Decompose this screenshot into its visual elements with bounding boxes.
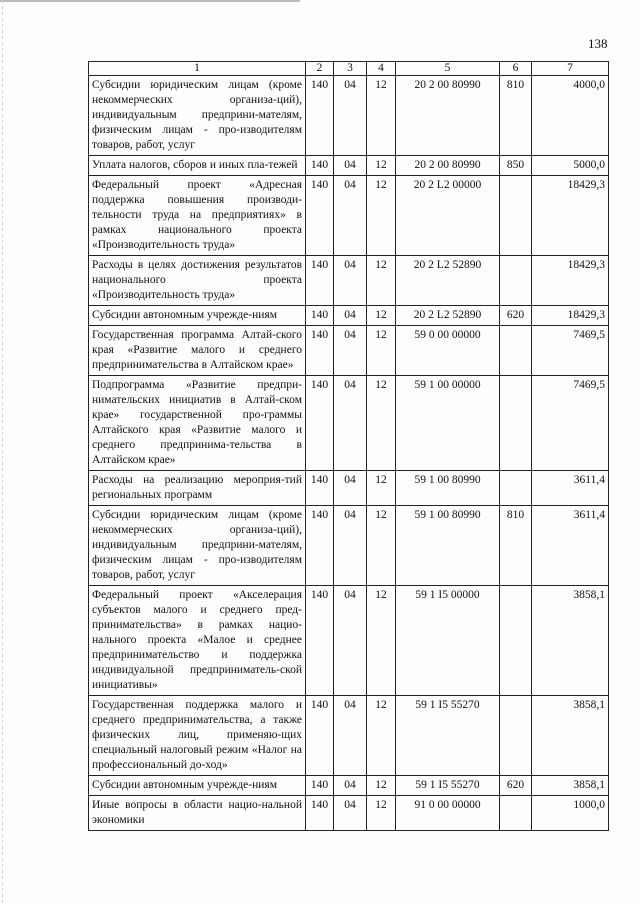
section-code-cell: 04 xyxy=(334,176,367,256)
amount-cell: 3611,4 xyxy=(532,506,609,586)
expense-type-code-cell xyxy=(500,586,532,696)
item-name-cell: Федеральный проект «Адресная поддержка повышения производи-тельности труда на предприятиях» в рамках национального проекта «Производительность труда» xyxy=(89,176,306,256)
section-code-cell: 04 xyxy=(334,376,367,471)
target-article-code-cell: 20 2 L2 52890 xyxy=(396,306,500,326)
ministry-code-cell: 140 xyxy=(306,471,334,506)
expense-type-code-cell xyxy=(500,796,532,831)
section-code-cell: 04 xyxy=(334,796,367,831)
table-row xyxy=(89,376,609,471)
ministry-code-cell: 140 xyxy=(306,326,334,376)
table-row xyxy=(89,696,609,776)
expense-type-code-cell xyxy=(500,376,532,471)
ministry-code-cell: 140 xyxy=(306,506,334,586)
amount-cell: 3858,1 xyxy=(532,776,609,796)
expense-type-code-cell xyxy=(500,176,532,256)
ministry-code-cell: 140 xyxy=(306,376,334,471)
ministry-code-cell: 140 xyxy=(306,76,334,156)
target-article-code-cell: 59 1 00 80990 xyxy=(396,506,500,586)
section-code-cell: 04 xyxy=(334,326,367,376)
column-header: 1 xyxy=(89,62,306,76)
table-row xyxy=(89,176,609,256)
section-code-cell: 04 xyxy=(334,256,367,306)
subsection-code-cell: 12 xyxy=(367,176,396,256)
table-row xyxy=(89,796,609,831)
table-row xyxy=(89,326,609,376)
target-article-code-cell: 59 0 00 00000 xyxy=(396,326,500,376)
subsection-code-cell: 12 xyxy=(367,776,396,796)
item-name-cell: Уплата налогов, сборов и иных пла-тежей xyxy=(89,156,306,176)
section-code-cell: 04 xyxy=(334,306,367,326)
section-code-cell: 04 xyxy=(334,76,367,156)
scan-top-rule xyxy=(0,0,300,2)
expense-type-code-cell: 620 xyxy=(500,776,532,796)
expense-type-code-cell: 810 xyxy=(500,506,532,586)
subsection-code-cell: 12 xyxy=(367,796,396,831)
item-name-cell: Субсидии автономным учрежде-ниям xyxy=(89,306,306,326)
table-row xyxy=(89,76,609,156)
amount-cell: 7469,5 xyxy=(532,326,609,376)
table-row xyxy=(89,776,609,796)
item-name-cell: Субсидии автономным учрежде-ниям xyxy=(89,776,306,796)
ministry-code-cell: 140 xyxy=(306,176,334,256)
expense-type-code-cell xyxy=(500,326,532,376)
target-article-code-cell: 20 2 L2 52890 xyxy=(396,256,500,306)
target-article-code-cell: 59 1 I5 55270 xyxy=(396,776,500,796)
item-name-cell: Расходы на реализацию мероприя-тий региональных программ xyxy=(89,471,306,506)
item-name-cell: Подпрограмма «Развитие предпри-нимательских инициатив в Алтай-ском крае» государственной про-граммы Алтайского края «Развитие малого и среднего предпринима-тельства в Алтайском крае» xyxy=(89,376,306,471)
section-code-cell: 04 xyxy=(334,586,367,696)
column-header: 3 xyxy=(334,62,367,76)
budget-table xyxy=(88,61,609,831)
item-name-cell: Субсидии юридическим лицам (кроме некоммерческих организа-ций), индивидуальным предприни-мателям, физическим лицам - про-изводителям товаров, работ, услуг xyxy=(89,76,306,156)
target-article-code-cell: 59 1 I5 00000 xyxy=(396,586,500,696)
item-name-cell: Субсидии юридическим лицам (кроме некоммерческих организа-ций), индивидуальным предприни-мателям, физическим лицам - про-изводителям товаров, работ, услуг xyxy=(89,506,306,586)
expense-type-code-cell xyxy=(500,696,532,776)
target-article-code-cell: 20 2 L2 00000 xyxy=(396,176,500,256)
table-row xyxy=(89,256,609,306)
amount-cell: 3858,1 xyxy=(532,586,609,696)
expense-type-code-cell xyxy=(500,256,532,306)
amount-cell: 1000,0 xyxy=(532,796,609,831)
ministry-code-cell: 140 xyxy=(306,696,334,776)
column-header: 6 xyxy=(500,62,532,76)
amount-cell: 7469,5 xyxy=(532,376,609,471)
ministry-code-cell: 140 xyxy=(306,156,334,176)
amount-cell: 4000,0 xyxy=(532,76,609,156)
column-header: 4 xyxy=(367,62,396,76)
amount-cell: 3858,1 xyxy=(532,696,609,776)
ministry-code-cell: 140 xyxy=(306,776,334,796)
target-article-code-cell: 91 0 00 00000 xyxy=(396,796,500,831)
target-article-code-cell: 59 1 00 80990 xyxy=(396,471,500,506)
ministry-code-cell: 140 xyxy=(306,256,334,306)
subsection-code-cell: 12 xyxy=(367,76,396,156)
item-name-cell: Федеральный проект «Акселерация субъектов малого и среднего пред-принимательства» в рамках нацио-нального проекта «Малое и среднее предпринимательство и поддержка индивидуальной предприниматель-ской инициативы» xyxy=(89,586,306,696)
expense-type-code-cell: 810 xyxy=(500,76,532,156)
target-article-code-cell: 20 2 00 80990 xyxy=(396,156,500,176)
ministry-code-cell: 140 xyxy=(306,796,334,831)
column-header: 5 xyxy=(396,62,500,76)
table-row xyxy=(89,506,609,586)
subsection-code-cell: 12 xyxy=(367,376,396,471)
subsection-code-cell: 12 xyxy=(367,326,396,376)
amount-cell: 18429,3 xyxy=(532,306,609,326)
table-row xyxy=(89,586,609,696)
column-header: 2 xyxy=(306,62,334,76)
table-row xyxy=(89,156,609,176)
item-name-cell: Расходы в целях достижения результатов национального проекта «Производительность труда» xyxy=(89,256,306,306)
item-name-cell: Государственная поддержка малого и среднего предпринимательства, а также физических лиц, применяю-щих специальный налоговый режим «Налог на профессиональный до-ход» xyxy=(89,696,306,776)
section-code-cell: 04 xyxy=(334,471,367,506)
target-article-code-cell: 59 1 I5 55270 xyxy=(396,696,500,776)
amount-cell: 18429,3 xyxy=(532,256,609,306)
amount-cell: 3611,4 xyxy=(532,471,609,506)
section-code-cell: 04 xyxy=(334,156,367,176)
subsection-code-cell: 12 xyxy=(367,586,396,696)
subsection-code-cell: 12 xyxy=(367,471,396,506)
subsection-code-cell: 12 xyxy=(367,256,396,306)
expense-type-code-cell xyxy=(500,471,532,506)
table-body xyxy=(89,76,609,831)
item-name-cell: Иные вопросы в области нацио-нальной экономики xyxy=(89,796,306,831)
amount-cell: 18429,3 xyxy=(532,176,609,256)
subsection-code-cell: 12 xyxy=(367,156,396,176)
target-article-code-cell: 59 1 00 00000 xyxy=(396,376,500,471)
page-number: 138 xyxy=(588,36,608,51)
table-row xyxy=(89,306,609,326)
subsection-code-cell: 12 xyxy=(367,306,396,326)
amount-cell: 5000,0 xyxy=(532,156,609,176)
column-header: 7 xyxy=(532,62,609,76)
expense-type-code-cell: 620 xyxy=(500,306,532,326)
item-name-cell: Государственная программа Алтай-ского края «Развитие малого и среднего предпринимательства в Алтайском крае» xyxy=(89,326,306,376)
section-code-cell: 04 xyxy=(334,776,367,796)
scan-left-edge xyxy=(2,0,3,904)
table-row xyxy=(89,471,609,506)
ministry-code-cell: 140 xyxy=(306,586,334,696)
expense-type-code-cell: 850 xyxy=(500,156,532,176)
target-article-code-cell: 20 2 00 80990 xyxy=(396,76,500,156)
subsection-code-cell: 12 xyxy=(367,696,396,776)
section-code-cell: 04 xyxy=(334,506,367,586)
ministry-code-cell: 140 xyxy=(306,306,334,326)
table-header-row xyxy=(89,62,609,76)
section-code-cell: 04 xyxy=(334,696,367,776)
subsection-code-cell: 12 xyxy=(367,506,396,586)
